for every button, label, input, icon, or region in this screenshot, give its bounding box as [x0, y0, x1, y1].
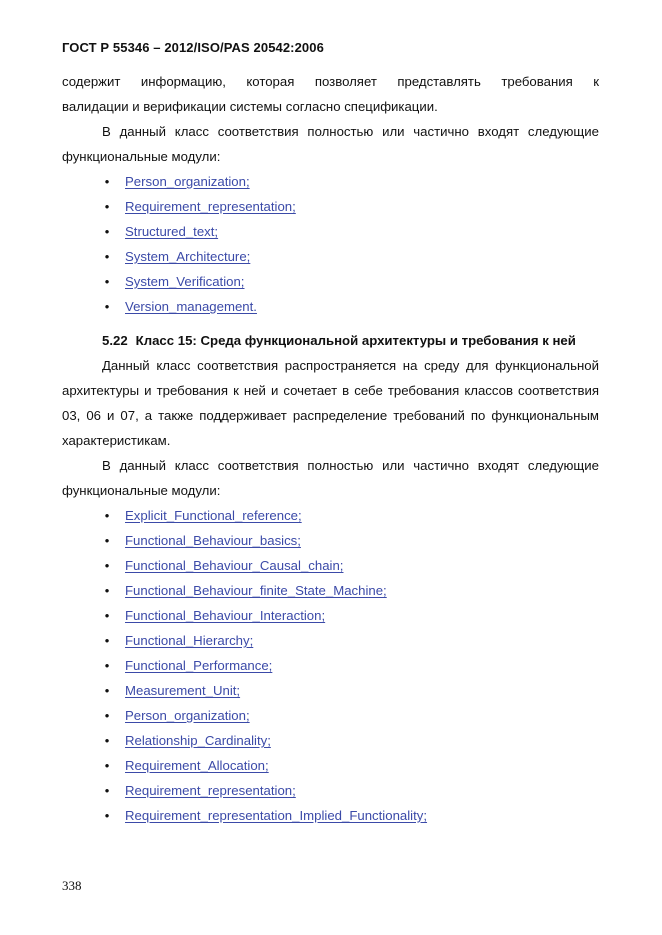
list-item — [62, 603, 599, 628]
bullet-icon: • — [104, 608, 110, 623]
list-item — [62, 803, 599, 828]
module-link[interactable]: Measurement_Unit; — [125, 683, 241, 698]
list-item — [62, 269, 599, 294]
module-link[interactable]: Functional_Behaviour_Interaction; — [125, 608, 326, 623]
list-item — [62, 169, 599, 194]
list-item — [62, 219, 599, 244]
list-item — [62, 528, 599, 553]
section-heading — [62, 328, 599, 353]
list-item — [62, 194, 599, 219]
document-header: ГОСТ Р 55346 – 2012/ISO/PAS 20542:2006 — [62, 40, 324, 55]
module-link[interactable]: Structured_text; — [125, 224, 219, 239]
bullet-icon: • — [104, 758, 110, 773]
list-item — [62, 294, 599, 319]
bullet-icon: • — [104, 558, 110, 573]
module-list-class14 — [62, 169, 599, 319]
bullet-icon: • — [104, 583, 110, 598]
bullet-icon: • — [104, 658, 110, 673]
bullet-icon: • — [104, 683, 110, 698]
module-link[interactable]: Functional_Performance; — [125, 658, 273, 673]
bullet-icon: • — [104, 733, 110, 748]
list-item — [62, 678, 599, 703]
module-link[interactable]: Person_organization; — [125, 708, 250, 723]
module-link[interactable]: Functional_Hierarchy; — [125, 633, 254, 648]
bullet-icon: • — [104, 249, 110, 264]
bullet-icon: • — [104, 708, 110, 723]
list-item — [62, 578, 599, 603]
list-item — [62, 503, 599, 528]
bullet-icon: • — [104, 299, 110, 314]
list-item — [62, 244, 599, 269]
bullet-icon: • — [104, 274, 110, 289]
intro-line-1: содержит информацию, которая позволяет представлять требования к — [62, 74, 599, 89]
module-link[interactable]: System_Architecture; — [125, 249, 251, 264]
bullet-icon: • — [104, 533, 110, 548]
module-link[interactable]: Functional_Behaviour_Causal_chain; — [125, 558, 344, 573]
module-link[interactable]: Functional_Behaviour_basics; — [125, 533, 301, 548]
section-number: 5.22 — [102, 333, 128, 348]
module-link[interactable]: Relationship_Cardinality; — [125, 733, 271, 748]
section-title-text: Класс 15: Среда функциональной архитектуры и требования к ней — [135, 333, 576, 348]
bullet-icon: • — [104, 508, 110, 523]
modules-intro-paragraph-2: В данный класс соответствия полностью или частично входят следующие функциональные модули: — [62, 458, 599, 498]
list-item — [62, 553, 599, 578]
list-item — [62, 753, 599, 778]
bullet-icon: • — [104, 224, 110, 239]
bullet-icon: • — [104, 783, 110, 798]
page-content — [62, 69, 599, 828]
class15-description-paragraph: Данный класс соответствия распространяется на среду для функциональной архитектуры и требования к ней и сочетает в себе требования классов соответствия 03, 06 и 07, а также поддерживает распределение требований по функциональным характеристикам. — [62, 358, 599, 448]
modules-intro-paragraph: В данный класс соответствия полностью или частично входят следующие функциональные модули: — [62, 124, 599, 164]
bullet-icon: • — [104, 174, 110, 189]
bullet-icon: • — [104, 633, 110, 648]
list-item — [62, 728, 599, 753]
intro-line-2: валидации и верификации системы согласно спецификации. — [62, 99, 438, 114]
module-list-class15 — [62, 503, 599, 828]
bullet-icon: • — [104, 808, 110, 823]
list-item — [62, 628, 599, 653]
module-link[interactable]: Version_management. — [125, 299, 257, 314]
module-link[interactable]: Explicit_Functional_reference; — [125, 508, 302, 523]
module-link[interactable]: System_Verification; — [125, 274, 245, 289]
module-link[interactable]: Requirement_representation; — [125, 783, 296, 798]
module-link[interactable]: Functional_Behaviour_finite_State_Machine; — [125, 583, 387, 598]
page-number: 338 — [62, 878, 82, 893]
module-link[interactable]: Requirement_representation; — [125, 199, 296, 214]
list-item — [62, 703, 599, 728]
module-link[interactable]: Requirement_representation_Implied_Functionality; — [125, 808, 428, 823]
list-item — [62, 778, 599, 803]
module-link[interactable]: Person_organization; — [125, 174, 250, 189]
list-item — [62, 653, 599, 678]
module-link[interactable]: Requirement_Allocation; — [125, 758, 269, 773]
bullet-icon: • — [104, 199, 110, 214]
